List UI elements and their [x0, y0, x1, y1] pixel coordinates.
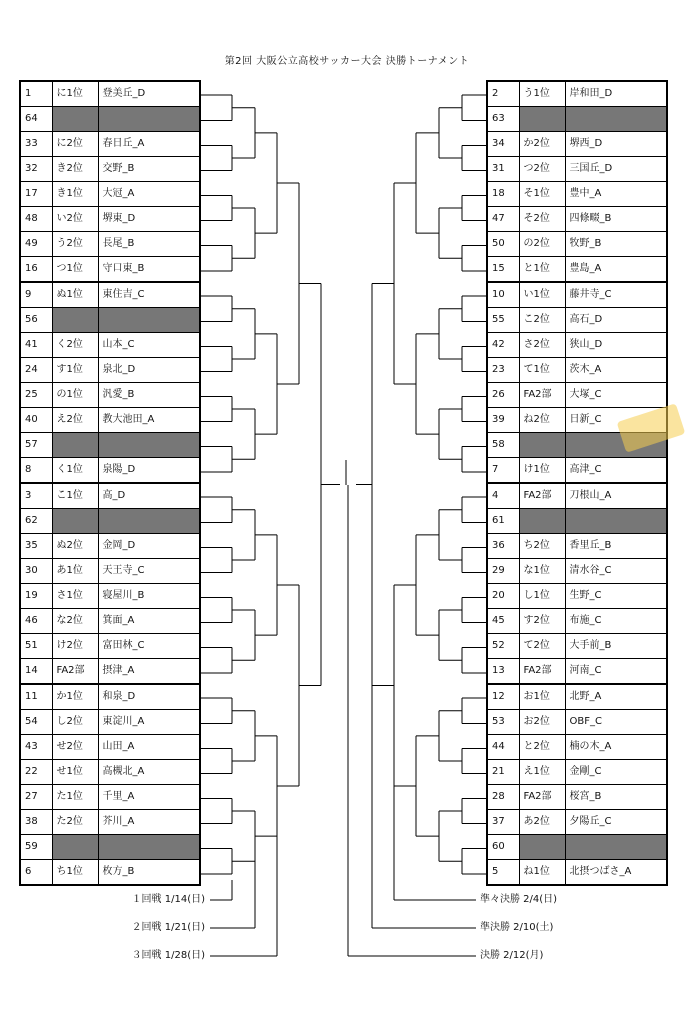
schedule-quarterfinal: 準々決勝 2/4(日) — [480, 894, 558, 905]
team-name: 刀根山_A — [565, 483, 667, 509]
group-rank: ぬ2位 — [52, 534, 98, 559]
team-name: 箕面_A — [98, 609, 200, 634]
page-title: 第2回 大阪公立高校サッカー大会 決勝トーナメント — [224, 56, 470, 67]
team-name: 狭山_D — [565, 333, 667, 358]
group-rank: ち2位 — [519, 534, 565, 559]
schedule-round1: １回戦 1/14(日) — [131, 894, 205, 905]
team-name: 大冠_A — [98, 182, 200, 207]
group-rank: き2位 — [52, 157, 98, 182]
group-rank: す1位 — [52, 358, 98, 383]
group-rank: し1位 — [519, 584, 565, 609]
team-name: 泉北_D — [98, 358, 200, 383]
team-name: 大手前_B — [565, 634, 667, 659]
group-rank: う2位 — [52, 232, 98, 257]
team-name: 楠の木_A — [565, 735, 667, 760]
group-rank: た2位 — [52, 810, 98, 835]
team-name: 四條畷_B — [565, 207, 667, 232]
group-rank: て1位 — [519, 358, 565, 383]
team-name: 香里丘_B — [565, 534, 667, 559]
seed-number: 27 — [20, 785, 52, 810]
team-name: 布施_C — [565, 609, 667, 634]
group-rank: た1位 — [52, 785, 98, 810]
group-rank: お2位 — [519, 710, 565, 735]
seed-number: 32 — [20, 157, 52, 182]
team-name: 芥川_A — [98, 810, 200, 835]
group-rank: あ2位 — [519, 810, 565, 835]
seed-number: 53 — [487, 710, 519, 735]
group-rank: の2位 — [519, 232, 565, 257]
group-rank: こ2位 — [519, 308, 565, 333]
team-name: 千里_A — [98, 785, 200, 810]
team-name: OBF_C — [565, 710, 667, 735]
seed-number: 57 — [20, 433, 52, 458]
team-name: 交野_B — [98, 157, 200, 182]
team-name: 富田林_C — [98, 634, 200, 659]
seed-number: 3 — [20, 483, 52, 509]
group-rank: い1位 — [519, 282, 565, 308]
seed-number: 13 — [487, 659, 519, 685]
group-rank: す2位 — [519, 609, 565, 634]
seed-number: 50 — [487, 232, 519, 257]
seed-number: 58 — [487, 433, 519, 458]
seed-number: 43 — [20, 735, 52, 760]
seed-number: 38 — [20, 810, 52, 835]
seed-number: 8 — [20, 458, 52, 484]
seed-number: 7 — [487, 458, 519, 484]
team-name: 河南_C — [565, 659, 667, 685]
group-rank: し2位 — [52, 710, 98, 735]
team-name: 桜宮_B — [565, 785, 667, 810]
seed-number: 1 — [20, 81, 52, 107]
group-rank: な1位 — [519, 559, 565, 584]
group-rank: ね1位 — [519, 860, 565, 886]
group-rank: え1位 — [519, 760, 565, 785]
seed-number: 5 — [487, 860, 519, 886]
team-name: 山本_C — [98, 333, 200, 358]
seed-number: 4 — [487, 483, 519, 509]
team-name: 高_D — [98, 483, 200, 509]
schedule-final: 決勝 2/12(月) — [480, 950, 544, 961]
group-rank: FA2部 — [519, 659, 565, 685]
team-name: 汎愛_B — [98, 383, 200, 408]
seed-number: 19 — [20, 584, 52, 609]
seed-number: 46 — [20, 609, 52, 634]
group-rank: FA2部 — [519, 383, 565, 408]
seed-number: 52 — [487, 634, 519, 659]
schedule-round3: ３回戦 1/28(日) — [131, 950, 205, 961]
seed-number: 2 — [487, 81, 519, 107]
seed-number: 33 — [20, 132, 52, 157]
seed-number: 63 — [487, 107, 519, 132]
seed-number: 49 — [20, 232, 52, 257]
group-rank: と2位 — [519, 735, 565, 760]
seed-number: 54 — [20, 710, 52, 735]
team-name: 和泉_D — [98, 684, 200, 710]
seed-number: 44 — [487, 735, 519, 760]
group-rank: か1位 — [52, 684, 98, 710]
group-rank: そ2位 — [519, 207, 565, 232]
team-name: 生野_C — [565, 584, 667, 609]
seed-number: 31 — [487, 157, 519, 182]
seed-number: 59 — [20, 835, 52, 860]
group-rank: FA2部 — [519, 785, 565, 810]
team-name: 泉陽_D — [98, 458, 200, 484]
group-rank: か2位 — [519, 132, 565, 157]
team-name: 高槻北_A — [98, 760, 200, 785]
team-name: 東淀川_A — [98, 710, 200, 735]
seed-number: 56 — [20, 308, 52, 333]
seed-number: 12 — [487, 684, 519, 710]
group-rank: さ2位 — [519, 333, 565, 358]
seed-number: 37 — [487, 810, 519, 835]
team-name: 夕陽丘_C — [565, 810, 667, 835]
group-rank: つ2位 — [519, 157, 565, 182]
team-name: 三国丘_D — [565, 157, 667, 182]
team-name: 寝屋川_B — [98, 584, 200, 609]
seed-number: 14 — [20, 659, 52, 685]
group-rank: ぬ1位 — [52, 282, 98, 308]
team-name: 豊中_A — [565, 182, 667, 207]
seed-number: 25 — [20, 383, 52, 408]
seed-number: 11 — [20, 684, 52, 710]
team-name: 守口東_B — [98, 257, 200, 283]
group-rank: の1位 — [52, 383, 98, 408]
group-rank: さ1位 — [52, 584, 98, 609]
seed-number: 30 — [20, 559, 52, 584]
seed-number: 35 — [20, 534, 52, 559]
team-name: 清水谷_C — [565, 559, 667, 584]
team-name: 堺西_D — [565, 132, 667, 157]
seed-number: 21 — [487, 760, 519, 785]
seed-number: 22 — [20, 760, 52, 785]
team-name: 高石_D — [565, 308, 667, 333]
team-name: 日新_C — [565, 408, 667, 433]
group-rank: く2位 — [52, 333, 98, 358]
group-rank: な2位 — [52, 609, 98, 634]
schedule-semifinal: 準決勝 2/10(土) — [480, 922, 554, 933]
team-name: 北野_A — [565, 684, 667, 710]
seed-number: 60 — [487, 835, 519, 860]
team-name: 大塚_C — [565, 383, 667, 408]
seed-number: 55 — [487, 308, 519, 333]
group-rank: ね2位 — [519, 408, 565, 433]
seed-number: 47 — [487, 207, 519, 232]
team-name: 長尾_B — [98, 232, 200, 257]
group-rank: と1位 — [519, 257, 565, 283]
group-rank: う1位 — [519, 81, 565, 107]
group-rank: せ2位 — [52, 735, 98, 760]
team-name: 金剛_C — [565, 760, 667, 785]
group-rank: に1位 — [52, 81, 98, 107]
group-rank: え2位 — [52, 408, 98, 433]
team-name: 東住吉_C — [98, 282, 200, 308]
team-name: 天王寺_C — [98, 559, 200, 584]
seed-number: 26 — [487, 383, 519, 408]
team-name: 枚方_B — [98, 860, 200, 886]
group-rank: せ1位 — [52, 760, 98, 785]
group-rank: に2位 — [52, 132, 98, 157]
group-rank: て2位 — [519, 634, 565, 659]
team-name: 岸和田_D — [565, 81, 667, 107]
team-name: 豊島_A — [565, 257, 667, 283]
seed-number: 36 — [487, 534, 519, 559]
team-name: 教大池田_A — [98, 408, 200, 433]
seed-number: 42 — [487, 333, 519, 358]
group-rank: こ1位 — [52, 483, 98, 509]
seed-number: 34 — [487, 132, 519, 157]
group-rank: お1位 — [519, 684, 565, 710]
group-rank: け2位 — [52, 634, 98, 659]
team-name: 登美丘_D — [98, 81, 200, 107]
team-name: 春日丘_A — [98, 132, 200, 157]
seed-number: 40 — [20, 408, 52, 433]
team-name: 茨木_A — [565, 358, 667, 383]
schedule-round2: ２回戦 1/21(日) — [131, 922, 205, 933]
seed-number: 20 — [487, 584, 519, 609]
team-name: 堺東_D — [98, 207, 200, 232]
team-name: 山田_A — [98, 735, 200, 760]
seed-number: 28 — [487, 785, 519, 810]
group-rank: き1位 — [52, 182, 98, 207]
seed-number: 41 — [20, 333, 52, 358]
seed-number: 23 — [487, 358, 519, 383]
seed-number: 51 — [20, 634, 52, 659]
team-name: 摂津_A — [98, 659, 200, 685]
seed-number: 39 — [487, 408, 519, 433]
seed-number: 29 — [487, 559, 519, 584]
seed-number: 45 — [487, 609, 519, 634]
seed-number: 62 — [20, 509, 52, 534]
group-rank: い2位 — [52, 207, 98, 232]
seed-number: 64 — [20, 107, 52, 132]
seed-number: 18 — [487, 182, 519, 207]
seed-number: 17 — [20, 182, 52, 207]
team-name: 藤井寺_C — [565, 282, 667, 308]
seed-number: 24 — [20, 358, 52, 383]
seed-number: 15 — [487, 257, 519, 283]
team-name: 牧野_B — [565, 232, 667, 257]
seed-number: 16 — [20, 257, 52, 283]
group-rank: ち1位 — [52, 860, 98, 886]
team-name: 金岡_D — [98, 534, 200, 559]
group-rank: FA2部 — [52, 659, 98, 685]
group-rank: け1位 — [519, 458, 565, 484]
group-rank: つ1位 — [52, 257, 98, 283]
group-rank: FA2部 — [519, 483, 565, 509]
seed-number: 48 — [20, 207, 52, 232]
group-rank: そ1位 — [519, 182, 565, 207]
team-name: 北摂つばさ_A — [565, 860, 667, 886]
seed-number: 9 — [20, 282, 52, 308]
team-name: 高津_C — [565, 458, 667, 484]
seed-number: 61 — [487, 509, 519, 534]
seed-number: 10 — [487, 282, 519, 308]
group-rank: あ1位 — [52, 559, 98, 584]
seed-number: 6 — [20, 860, 52, 886]
group-rank: く1位 — [52, 458, 98, 484]
